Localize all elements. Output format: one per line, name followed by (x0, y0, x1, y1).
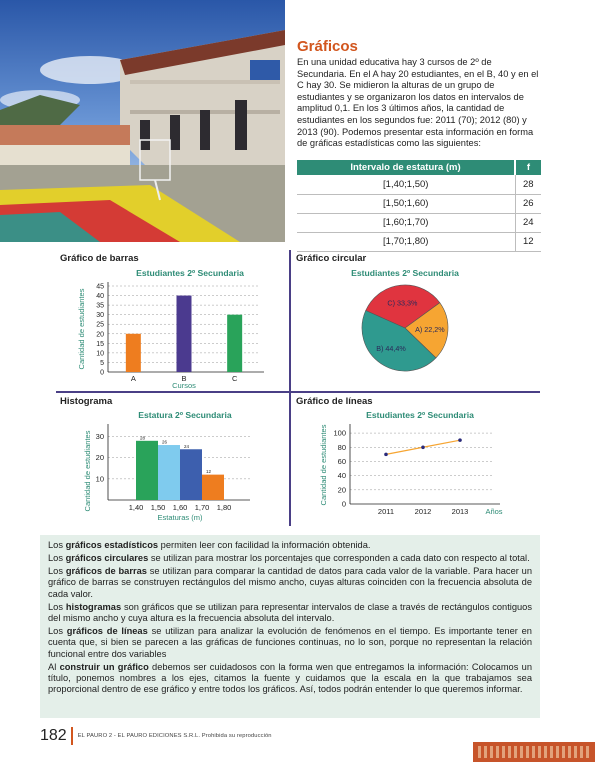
table-cell: [1,60;1,70) (297, 213, 515, 232)
data-label: 24 (184, 443, 190, 449)
x-tick-label: 1,50 (150, 503, 166, 512)
y-tick-label: 30 (95, 432, 104, 442)
y-tick-label: 100 (333, 428, 346, 438)
table-header-row (297, 160, 541, 175)
y-axis-label: Cantidad de estudiantes (319, 424, 328, 506)
bar-chart-title: Estudiantes 2º Secundaria (136, 268, 244, 278)
data-point (458, 438, 462, 442)
bar (126, 334, 141, 372)
line-chart-title: Estudiantes 2º Secundaria (366, 410, 474, 420)
x-tick-label: 2013 (451, 507, 469, 516)
bar-chart (60, 276, 285, 388)
table-cell: [1,50;1,60) (297, 194, 515, 213)
y-tick-label: 20 (95, 453, 104, 463)
summary-paragraph: Los gráficos de barras se utilizan para comparar la cantidad de datos para cada valor de la variable. Para hacer un gráfico de barras se construyen rectángulos del mismo ancho, cuyas alturas coinciden con la frecuencia absoluta de cada valor. (48, 565, 533, 599)
y-tick-label: 5 (100, 359, 104, 367)
y-tick-label: 40 (96, 293, 104, 301)
table-cell: 24 (515, 213, 541, 232)
y-tick-label: 20 (96, 331, 104, 339)
data-label: 26 (162, 439, 168, 445)
footer-text: EL PAURO 2 - EL PAURO EDICIONES S.R.L. Prohibida su reproducción (77, 733, 272, 739)
column-header-interval: Intervalo de estatura (m) (297, 160, 515, 175)
bar-chart-heading: Gráfico de barras (60, 253, 139, 264)
y-tick-label: 20 (337, 485, 346, 495)
school-photo (0, 0, 285, 242)
y-tick-label: 25 (96, 321, 104, 329)
histogram-bar (158, 445, 180, 500)
table-cell: 12 (515, 232, 541, 251)
summary-paragraph: Los histogramas son gráficos que se utilizan para representar intervalos de clase a través de rectángulos contiguos del mismo ancho y cuya altura es la frecuencia absoluta del intervalo. (48, 601, 533, 623)
frequency-table (297, 160, 541, 252)
y-tick-label: 10 (95, 474, 104, 484)
table-cell: 26 (515, 194, 541, 213)
y-tick-label: 60 (337, 456, 346, 466)
column-header-frequency: f (515, 160, 541, 175)
x-tick-label: 1,70 (194, 503, 210, 512)
pie-chart-heading: Gráfico circular (296, 253, 367, 264)
page-title: Gráficos (297, 38, 358, 55)
data-point (384, 453, 388, 457)
histogram-heading: Histograma (60, 396, 113, 407)
x-axis-label: Cursos (172, 381, 196, 388)
histogram-chart (60, 420, 285, 528)
x-tick-label: 2012 (414, 507, 432, 516)
x-axis-label: Estaturas (m) (157, 513, 203, 522)
pie-chart-title: Estudiantes 2º Secundaria (351, 268, 459, 278)
bar (177, 296, 192, 372)
histogram-bar (180, 449, 202, 500)
x-axis-label: Años (485, 507, 503, 516)
pie-label: C) 33,3% (387, 298, 418, 308)
y-tick-label: 10 (96, 350, 104, 358)
intro-paragraph: En una unidad educativa hay 3 cursos de 2º de Secundaria. En el A hay 20 estudiantes, en el B, 40 y en el C hay 30. Se midieron la alturas de un grupo de estudiantes y se organizaron los datos en intervalos de amplitud 0,1. En los 3 últimos años, la cantidad de estudiantes en los segundos fue: 2011 (70); 2012 (80) y 2013 (90). Podemos presentar esta información en forma de gráficas estadísticas como las siguientes: (297, 57, 539, 149)
histogram-title: Estatura 2º Secundaria (138, 410, 232, 420)
y-tick-label: 0 (100, 369, 104, 377)
x-tick-label: C (231, 374, 238, 383)
line-chart-heading: Gráfico de líneas (296, 396, 373, 407)
data-point (421, 445, 425, 449)
y-tick-label: 35 (96, 302, 104, 310)
page-footer (40, 727, 272, 745)
quadrant-divider-vertical (289, 250, 291, 526)
page-number: 182 (40, 727, 73, 745)
quadrant-divider-horizontal (56, 391, 540, 393)
x-tick-label: 2011 (377, 507, 395, 516)
pie-label: A) 22,2% (415, 325, 445, 335)
x-tick-label: 1,60 (172, 503, 188, 512)
summary-paragraph: Los gráficos circulares se utilizan para mostrar los porcentajes que corresponden a cada dato con respecto al total. (48, 552, 530, 563)
histogram-bar (136, 441, 158, 500)
table-cell: [1,70;1,80) (297, 232, 515, 251)
histogram-bar (202, 475, 224, 500)
table-row (297, 175, 541, 194)
table-row (297, 232, 541, 251)
x-tick-label: B (181, 374, 187, 383)
y-tick-label: 80 (337, 442, 346, 452)
summary-paragraph: Los gráficos estadísticos permiten leer con facilidad la información obtenida. (48, 540, 371, 550)
y-tick-label: 40 (337, 471, 346, 481)
summary-paragraph: Al construir un gráfico debemos ser cuidadosos con la forma wen que entregamos la información: Colocamos un título, ponemos nombres a los ejes, citamos la fuente y cuidamos que la escala en la que trabajamos sea proporcional dentro de ese gráfico y entre todos los gráficos. Así, todos podrán entender lo que queremos informar. (48, 661, 532, 695)
footer-pattern (478, 746, 590, 758)
y-tick-label: 0 (341, 499, 346, 509)
summary-paragraph: Los gráficos de líneas se utilizan para analizar la evolución de fenómenos en el tiempo. Es importante tener en cuenta que, si bien se parecen a las gráficas de funciones continuas, no lo son, porque no representan la relación funcional entre dos variables (48, 625, 532, 659)
y-tick-label: 30 (96, 312, 104, 320)
table-row (297, 213, 541, 232)
x-tick-label: 1,80 (216, 503, 232, 512)
y-tick-label: 15 (96, 340, 104, 348)
table-row (297, 194, 541, 213)
x-tick-label: A (130, 374, 136, 383)
pie-chart (355, 283, 455, 373)
x-tick-label: 1,40 (128, 503, 144, 512)
data-label: 12 (206, 469, 212, 475)
y-axis-label: Cantidad de estudiantes (77, 288, 86, 370)
y-axis-label: Cantidad de estudiantes (83, 430, 92, 512)
pie-label: B) 44,4% (376, 344, 406, 354)
table-cell: [1,40;1,50) (297, 175, 515, 194)
table-cell: 28 (515, 175, 541, 194)
summary-box (40, 535, 540, 718)
bar (227, 315, 242, 372)
y-tick-label: 45 (96, 283, 104, 291)
data-label: 28 (140, 435, 146, 441)
line-chart (296, 418, 540, 518)
